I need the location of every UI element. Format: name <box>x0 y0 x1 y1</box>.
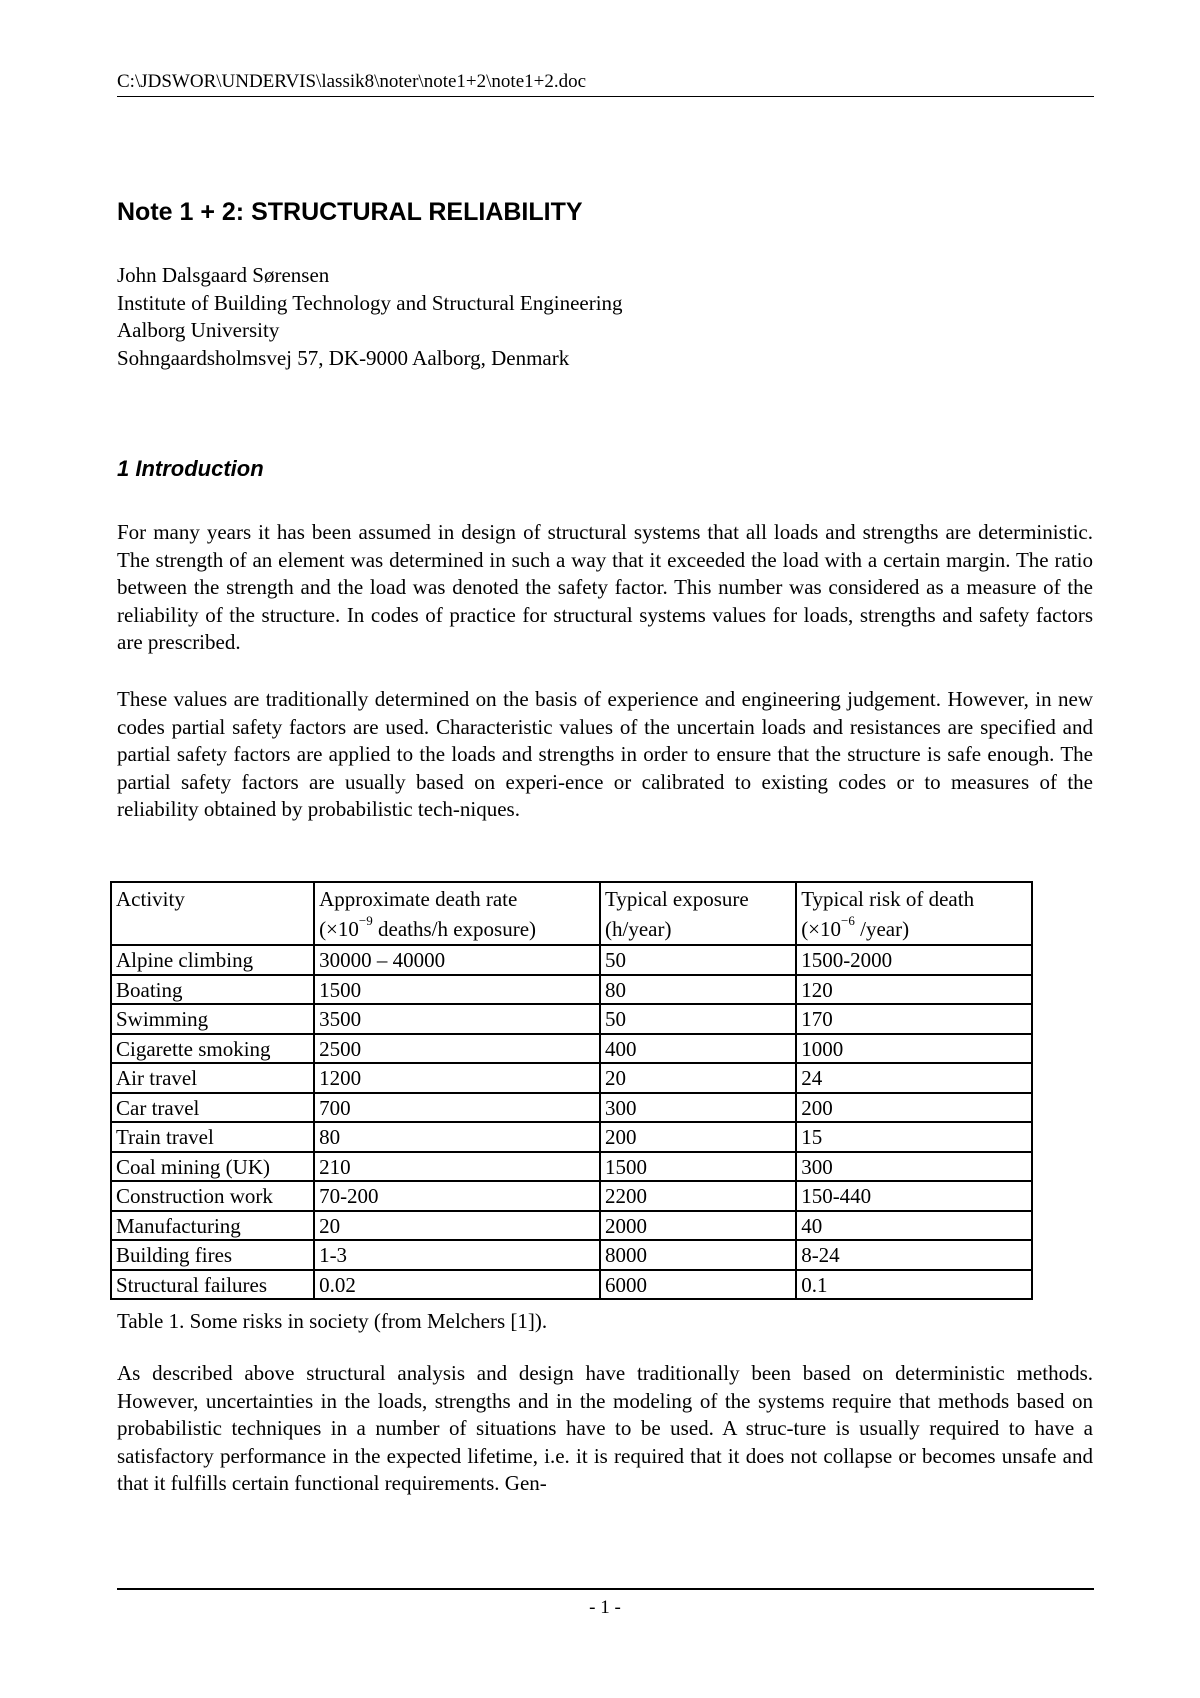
document-title: Note 1 + 2: STRUCTURAL RELIABILITY <box>117 198 583 226</box>
header-death-rate-exponent: −9 <box>358 913 373 928</box>
table-cell: 400 <box>600 1034 796 1064</box>
header-exposure-line2: (h/year) <box>605 917 672 941</box>
table-cell: 300 <box>796 1152 1032 1182</box>
table-row <box>111 1240 1032 1270</box>
header-risk <box>796 882 1032 945</box>
header-risk-prefix: (×10 <box>801 917 842 941</box>
table-row <box>111 975 1032 1005</box>
header-death-rate <box>314 882 600 945</box>
paragraph: For many years it has been assumed in design of structural systems that all loads and strengths are deterministic. The strength of an element was determined in such a way that it exceeded the load with a certain margin. The ratio between the strength and the load was denoted the safety factor. This number was considered as a measure of the reliability of the structure. In codes of practice for structural systems values for loads, strengths and safety factors are prescribed. <box>117 520 1093 655</box>
table-cell: 200 <box>600 1122 796 1152</box>
risk-table-wrapper <box>110 881 1033 1300</box>
table-cell: 40 <box>796 1211 1032 1241</box>
table-row <box>111 1034 1032 1064</box>
table-caption: Table 1. Some risks in society (from Melchers [1]). <box>117 1309 548 1333</box>
table-cell: 30000 – 40000 <box>314 945 600 975</box>
table-cell: Coal mining (UK) <box>111 1152 314 1182</box>
footer-divider <box>117 1588 1094 1590</box>
section-heading: 1 Introduction <box>117 456 264 481</box>
table-cell: 8000 <box>600 1240 796 1270</box>
table-cell: Car travel <box>111 1093 314 1123</box>
author-institute: Institute of Building Technology and Structural Engineering <box>117 290 623 315</box>
paragraph: As described above structural analysis and design have traditionally been based on deterministic methods. However, uncertainties in the loads, strengths and in the modeling of the systems require that methods based on probabilistic techniques in a number of situations have to be used. A struc-ture is usually required to have a satisfactory performance in the expected lifetime, i.e. it is required that it does not collapse or becomes unsafe and that it fulfills certain functional requirements. Gen- <box>117 1361 1093 1496</box>
table-row <box>111 1004 1032 1034</box>
risk-table <box>110 881 1033 1300</box>
table-cell: Manufacturing <box>111 1211 314 1241</box>
table-cell: 50 <box>600 1004 796 1034</box>
table-cell: Construction work <box>111 1181 314 1211</box>
table-cell: 200 <box>796 1093 1032 1123</box>
header-file-path: C:\JDSWOR\UNDERVIS\lassik8\noter\note1+2\note1+2.doc <box>117 70 1094 97</box>
table-cell: 80 <box>600 975 796 1005</box>
table-row <box>111 1122 1032 1152</box>
table-cell: 50 <box>600 945 796 975</box>
table-cell: 1000 <box>796 1034 1032 1064</box>
author-block <box>117 262 623 372</box>
table-cell: 1-3 <box>314 1240 600 1270</box>
table-cell: 70-200 <box>314 1181 600 1211</box>
paragraph: These values are traditionally determined on the basis of experience and engineering judgement. However, in new codes partial safety factors are used. Characteristic values of the uncertain loads and resistances are specified and partial safety factors are applied to the loads and strengths in order to ensure that the structure is safe enough. The partial safety factors are usually based on experi-ence or calibrated to existing codes or to measures of the reliability obtained by probabilistic tech-niques. <box>117 687 1093 822</box>
header-activity <box>111 882 314 945</box>
table-row <box>111 945 1032 975</box>
table-row <box>111 1181 1032 1211</box>
table-cell: Structural failures <box>111 1270 314 1300</box>
table-cell: 1200 <box>314 1063 600 1093</box>
table-row <box>111 1211 1032 1241</box>
table-cell: 2200 <box>600 1181 796 1211</box>
header-death-rate-prefix: (×10 <box>319 917 359 941</box>
table-cell: Train travel <box>111 1122 314 1152</box>
table-row <box>111 1270 1032 1300</box>
table-cell: 15 <box>796 1122 1032 1152</box>
table-cell: 80 <box>314 1122 600 1152</box>
table-row <box>111 1152 1032 1182</box>
header-exposure-line1: Typical exposure <box>605 887 749 911</box>
author-university: Aalborg University <box>117 318 280 342</box>
header-risk-suffix: /year) <box>854 917 910 941</box>
table-cell: 170 <box>796 1004 1032 1034</box>
table-cell: 8-24 <box>796 1240 1032 1270</box>
table-cell: 0.02 <box>314 1270 600 1300</box>
page-number: - 1 - <box>589 1597 621 1618</box>
table-cell: 120 <box>796 975 1032 1005</box>
header-death-rate-line1: Approximate death rate <box>319 887 518 911</box>
table-cell: Air travel <box>111 1063 314 1093</box>
table-cell: 20 <box>314 1211 600 1241</box>
table-cell: 700 <box>314 1093 600 1123</box>
table-cell: 2000 <box>600 1211 796 1241</box>
header-risk-line2 <box>801 914 1027 944</box>
table-cell: 20 <box>600 1063 796 1093</box>
table-cell: 1500 <box>314 975 600 1005</box>
table-cell: 210 <box>314 1152 600 1182</box>
table-cell: Boating <box>111 975 314 1005</box>
header-exposure <box>600 882 796 945</box>
header-risk-exponent: −6 <box>841 913 855 928</box>
header-death-rate-suffix: deaths/h exposure) <box>372 917 537 941</box>
table-cell: 2500 <box>314 1034 600 1064</box>
author-address: Sohngaardsholmsvej 57, DK-9000 Aalborg, Denmark <box>117 345 570 370</box>
table-cell: Swimming <box>111 1004 314 1034</box>
table-cell: 3500 <box>314 1004 600 1034</box>
table-cell: Building fires <box>111 1240 314 1270</box>
table-row <box>111 1063 1032 1093</box>
header-activity-label: Activity <box>116 887 185 911</box>
table-cell: 1500-2000 <box>796 945 1032 975</box>
table-header-row <box>111 882 1032 945</box>
header-risk-line1: Typical risk of death <box>801 887 975 911</box>
table-cell: Cigarette smoking <box>111 1034 314 1064</box>
author-name: John Dalsgaard Sørensen <box>117 263 330 287</box>
table-cell: Alpine climbing <box>111 945 314 975</box>
table-cell: 150-440 <box>796 1181 1032 1211</box>
table-cell: 1500 <box>600 1152 796 1182</box>
header-death-rate-line2 <box>319 914 595 944</box>
table-cell: 300 <box>600 1093 796 1123</box>
table-cell: 24 <box>796 1063 1032 1093</box>
table-row <box>111 1093 1032 1123</box>
table-cell: 6000 <box>600 1270 796 1300</box>
table-cell: 0.1 <box>796 1270 1032 1300</box>
